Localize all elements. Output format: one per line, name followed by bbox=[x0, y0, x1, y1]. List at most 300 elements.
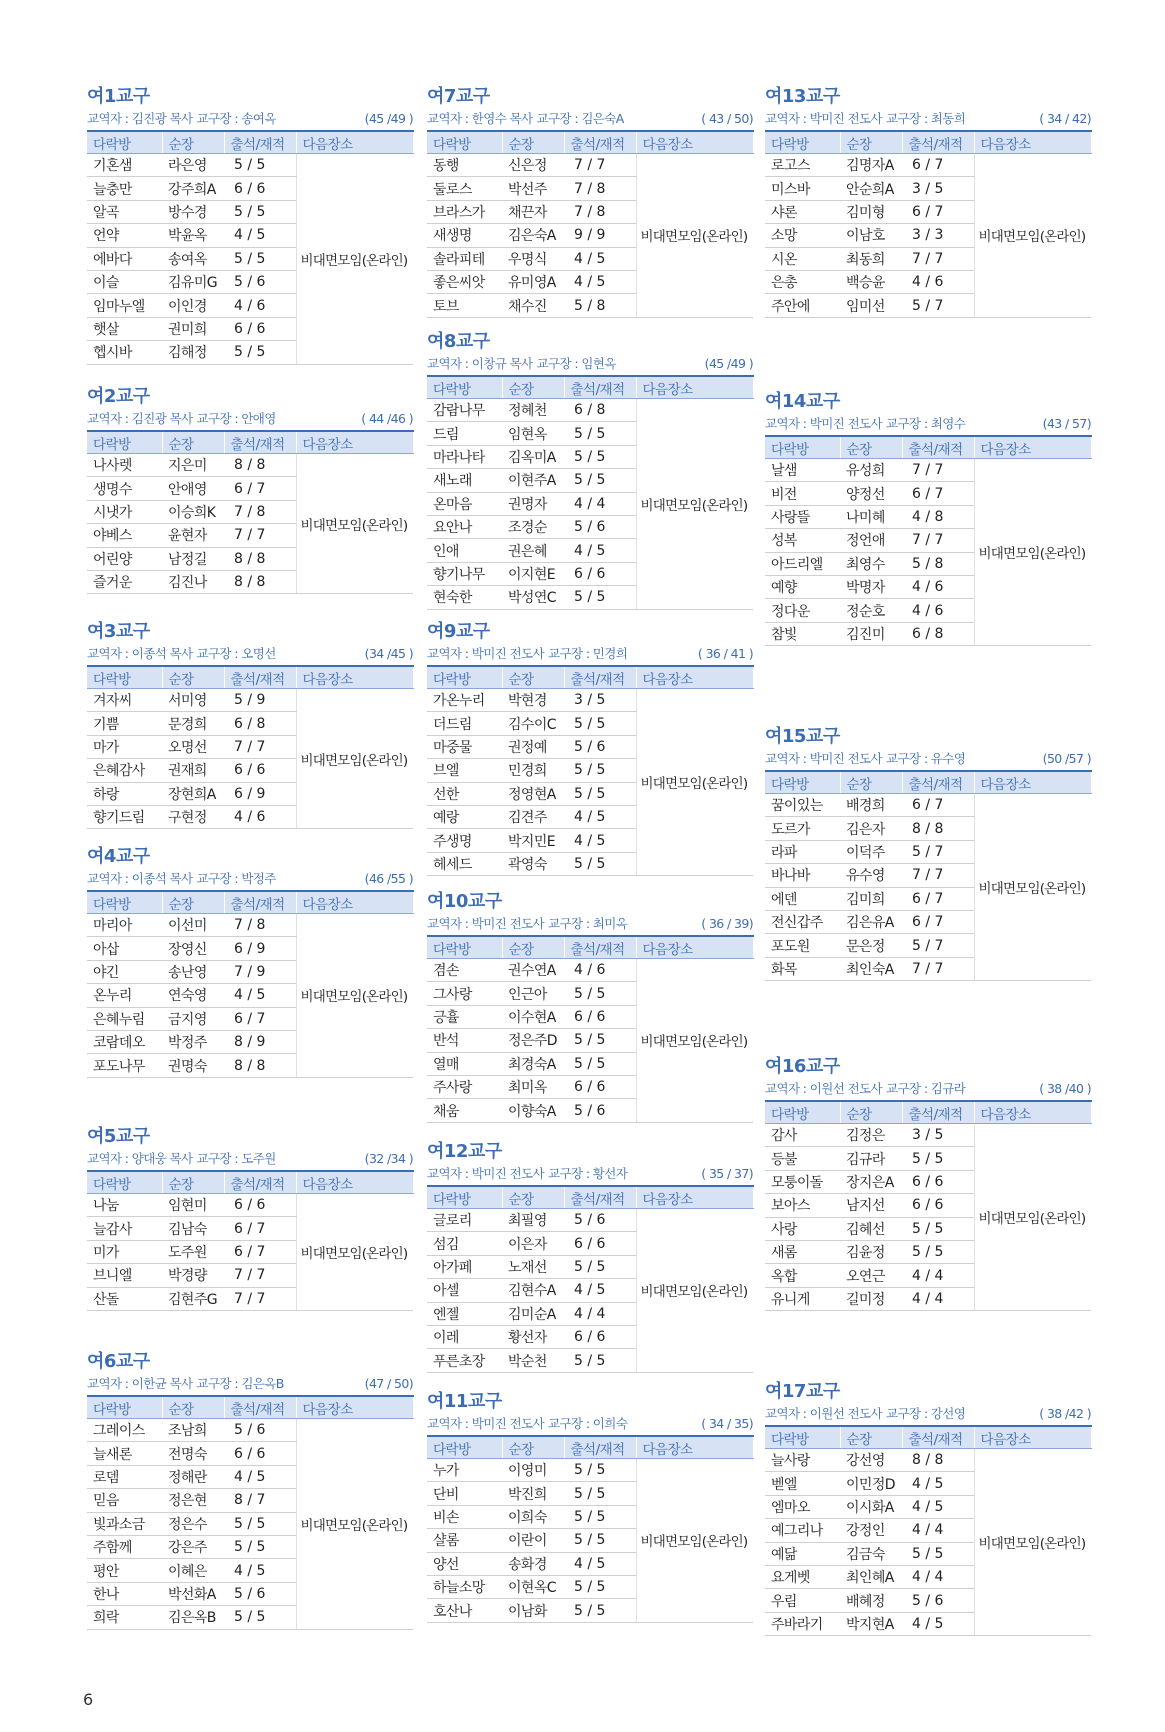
group-name: 늘충만 bbox=[87, 177, 162, 200]
leader-name: 유수영 bbox=[840, 864, 902, 887]
district-head: 교구장 : 송여옥 bbox=[196, 111, 276, 126]
district-title: 여7교구 bbox=[427, 86, 490, 107]
district-info bbox=[87, 870, 413, 888]
leader-name: 김진미 bbox=[840, 622, 902, 645]
attendance-value: 6 / 9 bbox=[224, 937, 296, 960]
attendance-value: 5 / 5 bbox=[564, 422, 636, 445]
leader-name: 송난영 bbox=[162, 960, 224, 983]
group-name: 사랑뜰 bbox=[765, 505, 840, 528]
group-name: 화목 bbox=[765, 957, 840, 980]
header-place: 다음장소 bbox=[636, 666, 753, 689]
leader-name: 김명자A bbox=[840, 154, 902, 177]
group-name: 푸른초장 bbox=[427, 1349, 502, 1372]
district-pastor: 교역자 : 박미진 전도사 bbox=[765, 751, 883, 766]
leader-name: 김미희 bbox=[840, 887, 902, 910]
group-name: 예닮 bbox=[765, 1542, 840, 1565]
district-title: 여16교구 bbox=[765, 1056, 840, 1077]
district-section bbox=[765, 726, 1091, 981]
group-name: 동행 bbox=[427, 154, 502, 177]
attendance-value: 4 / 5 bbox=[224, 1465, 296, 1488]
attendance-value: 6 / 7 bbox=[224, 1007, 296, 1030]
district-info bbox=[87, 110, 413, 128]
group-name: 감람나무 bbox=[427, 399, 502, 422]
group-name: 날샘 bbox=[765, 459, 840, 482]
district-total: (47 / 50) bbox=[364, 1376, 413, 1391]
group-name: 옥합 bbox=[765, 1264, 840, 1287]
group-name: 그사랑 bbox=[427, 982, 502, 1005]
leader-name: 신은정 bbox=[502, 154, 564, 177]
leader-name: 임현미 bbox=[162, 1194, 224, 1217]
header-leader: 순장 bbox=[162, 891, 224, 914]
group-name: 새생명 bbox=[427, 224, 502, 247]
district-title: 여12교구 bbox=[427, 1141, 502, 1162]
district-title: 여15교구 bbox=[765, 726, 840, 747]
group-name: 은총 bbox=[765, 270, 840, 293]
group-name: 아가페 bbox=[427, 1255, 502, 1278]
group-name: 가온누리 bbox=[427, 689, 502, 712]
attendance-value: 6 / 6 bbox=[902, 1170, 974, 1193]
leader-name: 박선주 bbox=[502, 177, 564, 200]
attendance-value: 6 / 6 bbox=[564, 562, 636, 585]
header-group: 다락방 bbox=[427, 1186, 502, 1209]
district-info bbox=[427, 645, 753, 663]
district-section bbox=[87, 621, 413, 829]
leader-name: 채수진 bbox=[502, 294, 564, 317]
district-total: ( 36 / 39) bbox=[701, 916, 753, 931]
leader-name: 권수연A bbox=[502, 959, 564, 982]
leader-name: 배혜정 bbox=[840, 1589, 902, 1612]
group-table bbox=[427, 665, 754, 876]
attendance-value: 8 / 8 bbox=[224, 1054, 296, 1077]
district-head: 교구장 : 김은숙A bbox=[536, 111, 624, 126]
attendance-value: 4 / 4 bbox=[902, 1565, 974, 1588]
header-place: 다음장소 bbox=[636, 936, 753, 959]
leader-name: 최인혜A bbox=[840, 1565, 902, 1588]
attendance-value: 5 / 7 bbox=[902, 840, 974, 863]
leader-name: 이란이 bbox=[502, 1529, 564, 1552]
header-leader: 순장 bbox=[162, 1171, 224, 1194]
district-section bbox=[765, 391, 1091, 646]
group-name: 요안나 bbox=[427, 515, 502, 538]
attendance-value: 4 / 6 bbox=[224, 805, 296, 828]
attendance-value: 6 / 9 bbox=[224, 782, 296, 805]
header-attendance: 출석/재적 bbox=[564, 1436, 636, 1459]
leader-name: 정언애 bbox=[840, 529, 902, 552]
group-name: 토브 bbox=[427, 294, 502, 317]
group-name: 이레 bbox=[427, 1325, 502, 1348]
header-attendance: 출석/재적 bbox=[224, 1396, 296, 1419]
attendance-value: 4 / 4 bbox=[902, 1264, 974, 1287]
leader-name: 박지현A bbox=[840, 1612, 902, 1635]
header-group: 다락방 bbox=[427, 376, 502, 399]
leader-name: 권명숙 bbox=[162, 1054, 224, 1077]
table-row bbox=[765, 1124, 1091, 1147]
attendance-value: 6 / 6 bbox=[224, 177, 296, 200]
attendance-value: 5 / 5 bbox=[224, 1512, 296, 1535]
attendance-value: 3 / 5 bbox=[902, 1124, 974, 1147]
district-pastor: 교역자 : 한영수 목사 bbox=[427, 111, 533, 126]
group-table bbox=[87, 665, 414, 829]
leader-name: 배경희 bbox=[840, 794, 902, 817]
district-pastor: 교역자 : 박미진 전도사 bbox=[427, 1416, 545, 1431]
group-name: 꿈이있는 bbox=[765, 794, 840, 817]
header-place: 다음장소 bbox=[974, 131, 1091, 154]
attendance-value: 4 / 4 bbox=[902, 1519, 974, 1542]
attendance-value: 8 / 7 bbox=[224, 1489, 296, 1512]
next-place: 비대면모임(온라인) bbox=[636, 154, 753, 318]
group-name: 빛과소금 bbox=[87, 1512, 162, 1535]
district-section bbox=[765, 1056, 1091, 1311]
group-name: 늘새론 bbox=[87, 1442, 162, 1465]
table-row bbox=[765, 794, 1091, 817]
attendance-value: 6 / 7 bbox=[902, 794, 974, 817]
leader-name: 김윤정 bbox=[840, 1240, 902, 1263]
district-section bbox=[87, 846, 413, 1078]
attendance-value: 6 / 6 bbox=[224, 317, 296, 340]
table-row bbox=[427, 689, 753, 712]
header-leader: 순장 bbox=[840, 436, 902, 459]
district-head: 교구장 : 유수영 bbox=[886, 751, 966, 766]
header-place: 다음장소 bbox=[636, 131, 753, 154]
attendance-value: 5 / 5 bbox=[564, 586, 636, 609]
leader-name: 박진희 bbox=[502, 1482, 564, 1505]
attendance-value: 5 / 5 bbox=[902, 1217, 974, 1240]
group-table bbox=[427, 1185, 754, 1373]
leader-name: 강주희A bbox=[162, 177, 224, 200]
attendance-value: 6 / 6 bbox=[564, 1075, 636, 1098]
header-group: 다락방 bbox=[765, 131, 840, 154]
attendance-value: 8 / 9 bbox=[224, 1030, 296, 1053]
group-table bbox=[87, 890, 414, 1078]
leader-name: 임미선 bbox=[840, 294, 902, 317]
group-name: 평안 bbox=[87, 1559, 162, 1582]
leader-name: 박정주 bbox=[162, 1030, 224, 1053]
group-table bbox=[87, 1395, 414, 1630]
attendance-value: 7 / 7 bbox=[224, 524, 296, 547]
leader-name: 양정선 bbox=[840, 482, 902, 505]
district-pastor: 교역자 : 이원선 전도사 bbox=[765, 1081, 883, 1096]
table-row bbox=[427, 154, 753, 177]
next-place: 비대면모임(온라인) bbox=[296, 1194, 413, 1311]
leader-name: 임현옥 bbox=[502, 422, 564, 445]
table-row bbox=[427, 399, 753, 422]
attendance-value: 4 / 5 bbox=[902, 1495, 974, 1518]
attendance-value: 5 / 6 bbox=[224, 270, 296, 293]
leader-name: 금지영 bbox=[162, 1007, 224, 1030]
district-title: 여10교구 bbox=[427, 891, 502, 912]
attendance-value: 5 / 6 bbox=[902, 1589, 974, 1612]
district-section bbox=[427, 86, 753, 318]
header-place: 다음장소 bbox=[974, 1426, 1091, 1449]
header-attendance: 출석/재적 bbox=[902, 771, 974, 794]
attendance-value: 4 / 5 bbox=[564, 270, 636, 293]
leader-name: 나미혜 bbox=[840, 505, 902, 528]
group-table bbox=[87, 1170, 414, 1311]
leader-name: 이남화 bbox=[502, 1599, 564, 1622]
attendance-value: 5 / 5 bbox=[224, 1535, 296, 1558]
group-name: 마가 bbox=[87, 735, 162, 758]
attendance-value: 5 / 6 bbox=[564, 735, 636, 758]
header-leader: 순장 bbox=[840, 1101, 902, 1124]
attendance-value: 5 / 5 bbox=[564, 1052, 636, 1075]
group-name: 긍휼 bbox=[427, 1005, 502, 1028]
attendance-value: 5 / 7 bbox=[902, 934, 974, 957]
leader-name: 민경희 bbox=[502, 759, 564, 782]
leader-name: 최인숙A bbox=[840, 957, 902, 980]
leader-name: 안애영 bbox=[162, 477, 224, 500]
group-name: 향기드림 bbox=[87, 805, 162, 828]
leader-name: 김미형 bbox=[840, 200, 902, 223]
leader-name: 장영신 bbox=[162, 937, 224, 960]
attendance-value: 5 / 5 bbox=[564, 1459, 636, 1482]
group-name: 아삽 bbox=[87, 937, 162, 960]
header-attendance: 출석/재적 bbox=[902, 436, 974, 459]
district-title: 여14교구 bbox=[765, 391, 840, 412]
group-name: 햇살 bbox=[87, 317, 162, 340]
table-row bbox=[87, 914, 413, 937]
attendance-value: 6 / 7 bbox=[902, 200, 974, 223]
group-name: 아드리엘 bbox=[765, 552, 840, 575]
group-name: 늘감사 bbox=[87, 1217, 162, 1240]
attendance-value: 5 / 6 bbox=[224, 1582, 296, 1605]
leader-name: 김옥미A bbox=[502, 445, 564, 468]
group-name: 늘사랑 bbox=[765, 1449, 840, 1472]
attendance-value: 4 / 5 bbox=[564, 247, 636, 270]
district-total: ( 34 / 42) bbox=[1039, 111, 1091, 126]
group-name: 정다운 bbox=[765, 599, 840, 622]
leader-name: 강정인 bbox=[840, 1519, 902, 1542]
next-place: 비대면모임(온라인) bbox=[974, 1449, 1091, 1636]
leader-name: 송여옥 bbox=[162, 247, 224, 270]
attendance-value: 7 / 7 bbox=[564, 154, 636, 177]
attendance-value: 6 / 6 bbox=[564, 1232, 636, 1255]
district-pastor: 교역자 : 이종석 목사 bbox=[87, 646, 193, 661]
group-name: 마리아 bbox=[87, 914, 162, 937]
leader-name: 조경순 bbox=[502, 515, 564, 538]
header-place: 다음장소 bbox=[636, 376, 753, 399]
attendance-value: 5 / 5 bbox=[224, 1606, 296, 1629]
leader-name: 김은자 bbox=[840, 817, 902, 840]
group-name: 브니엘 bbox=[87, 1264, 162, 1287]
attendance-value: 6 / 7 bbox=[224, 1240, 296, 1263]
table-row bbox=[87, 689, 413, 712]
leader-name: 이덕주 bbox=[840, 840, 902, 863]
group-name: 비손 bbox=[427, 1505, 502, 1528]
group-table bbox=[427, 375, 754, 610]
group-name: 요게벳 bbox=[765, 1565, 840, 1588]
header-group: 다락방 bbox=[427, 666, 502, 689]
header-group: 다락방 bbox=[427, 131, 502, 154]
header-place: 다음장소 bbox=[296, 131, 413, 154]
group-name: 사랑 bbox=[765, 1217, 840, 1240]
leader-name: 이은자 bbox=[502, 1232, 564, 1255]
attendance-value: 5 / 5 bbox=[902, 1542, 974, 1565]
attendance-value: 6 / 7 bbox=[902, 910, 974, 933]
leader-name: 김은옥B bbox=[162, 1606, 224, 1629]
attendance-value: 8 / 8 bbox=[902, 817, 974, 840]
district-total: ( 34 / 35) bbox=[701, 1416, 753, 1431]
leader-name: 강은주 bbox=[162, 1535, 224, 1558]
district-head: 교구장 : 최미옥 bbox=[548, 916, 628, 931]
attendance-value: 7 / 7 bbox=[902, 864, 974, 887]
group-name: 이슬 bbox=[87, 270, 162, 293]
district-total: ( 36 / 41 ) bbox=[697, 646, 753, 661]
district-section bbox=[87, 1351, 413, 1630]
attendance-value: 4 / 6 bbox=[564, 959, 636, 982]
leader-name: 노재선 bbox=[502, 1255, 564, 1278]
district-total: ( 43 / 50) bbox=[701, 111, 753, 126]
header-place: 다음장소 bbox=[636, 1186, 753, 1209]
group-name: 보아스 bbox=[765, 1194, 840, 1217]
group-name: 성복 bbox=[765, 529, 840, 552]
leader-name: 황선자 bbox=[502, 1325, 564, 1348]
attendance-value: 5 / 6 bbox=[564, 1099, 636, 1122]
leader-name: 김진나 bbox=[162, 570, 224, 593]
next-place: 비대면모임(온라인) bbox=[636, 1209, 753, 1373]
group-name: 로뎀 bbox=[87, 1465, 162, 1488]
district-head: 교구장 : 황선자 bbox=[548, 1166, 628, 1181]
district-section bbox=[427, 621, 753, 876]
leader-name: 이남호 bbox=[840, 224, 902, 247]
district-title: 여4교구 bbox=[87, 846, 150, 867]
leader-name: 서미영 bbox=[162, 689, 224, 712]
district-section bbox=[427, 1141, 753, 1373]
leader-name: 김현주G bbox=[162, 1287, 224, 1310]
group-name: 주사랑 bbox=[427, 1075, 502, 1098]
leader-name: 유성희 bbox=[840, 459, 902, 482]
leader-name: 김남숙 bbox=[162, 1217, 224, 1240]
next-place: 비대면모임(온라인) bbox=[974, 1124, 1091, 1311]
header-leader: 순장 bbox=[840, 131, 902, 154]
district-total: (32 /34 ) bbox=[364, 1151, 413, 1166]
group-name: 믿음 bbox=[87, 1489, 162, 1512]
attendance-value: 5 / 5 bbox=[564, 1349, 636, 1372]
leader-name: 김은유A bbox=[840, 910, 902, 933]
header-attendance: 출석/재적 bbox=[564, 131, 636, 154]
district-head: 교구장 : 박정주 bbox=[196, 871, 276, 886]
district-total: (45 /49 ) bbox=[704, 356, 753, 371]
attendance-value: 5 / 5 bbox=[564, 982, 636, 1005]
leader-name: 김미순A bbox=[502, 1302, 564, 1325]
header-leader: 순장 bbox=[840, 771, 902, 794]
header-group: 다락방 bbox=[87, 666, 162, 689]
leader-name: 박경량 bbox=[162, 1264, 224, 1287]
attendance-value: 5 / 6 bbox=[564, 515, 636, 538]
leader-name: 라은영 bbox=[162, 154, 224, 177]
table-row bbox=[87, 1194, 413, 1217]
group-name: 기쁨 bbox=[87, 712, 162, 735]
attendance-value: 4 / 6 bbox=[902, 575, 974, 598]
district-total: (50 /57 ) bbox=[1042, 751, 1091, 766]
leader-name: 이희숙 bbox=[502, 1505, 564, 1528]
attendance-value: 5 / 5 bbox=[902, 1240, 974, 1263]
group-name: 어린양 bbox=[87, 547, 162, 570]
district-title: 여2교구 bbox=[87, 386, 150, 407]
attendance-value: 6 / 6 bbox=[564, 1005, 636, 1028]
leader-name: 박명자 bbox=[840, 575, 902, 598]
group-name: 희락 bbox=[87, 1606, 162, 1629]
leader-name: 길미정 bbox=[840, 1287, 902, 1310]
group-name: 야긴 bbox=[87, 960, 162, 983]
leader-name: 조남희 bbox=[162, 1419, 224, 1442]
district-info bbox=[87, 1150, 413, 1168]
leader-name: 이현옥C bbox=[502, 1575, 564, 1598]
attendance-value: 5 / 5 bbox=[564, 1482, 636, 1505]
leader-name: 이인경 bbox=[162, 294, 224, 317]
header-leader: 순장 bbox=[502, 666, 564, 689]
leader-name: 이승희K bbox=[162, 500, 224, 523]
district-pastor: 교역자 : 박미진 전도사 bbox=[427, 1166, 545, 1181]
next-place: 비대면모임(온라인) bbox=[636, 689, 753, 876]
next-place: 비대면모임(온라인) bbox=[974, 459, 1091, 646]
header-group: 다락방 bbox=[87, 431, 162, 454]
header-group: 다락방 bbox=[765, 771, 840, 794]
attendance-value: 7 / 7 bbox=[224, 1287, 296, 1310]
leader-name: 지은미 bbox=[162, 454, 224, 477]
group-name: 하랑 bbox=[87, 782, 162, 805]
attendance-value: 4 / 5 bbox=[224, 1559, 296, 1582]
leader-name: 정은주D bbox=[502, 1029, 564, 1052]
attendance-value: 7 / 8 bbox=[564, 177, 636, 200]
group-name: 섬김 bbox=[427, 1232, 502, 1255]
attendance-value: 5 / 6 bbox=[564, 1209, 636, 1232]
district-pastor: 교역자 : 박미진 전도사 bbox=[427, 646, 545, 661]
group-name: 열매 bbox=[427, 1052, 502, 1075]
group-name: 포도원 bbox=[765, 934, 840, 957]
attendance-value: 8 / 8 bbox=[902, 1449, 974, 1472]
leader-name: 이수현A bbox=[502, 1005, 564, 1028]
leader-name: 김유미G bbox=[162, 270, 224, 293]
group-name: 임마누엘 bbox=[87, 294, 162, 317]
header-place: 다음장소 bbox=[974, 771, 1091, 794]
leader-name: 박선화A bbox=[162, 1582, 224, 1605]
group-name: 그레이스 bbox=[87, 1419, 162, 1442]
leader-name: 권은혜 bbox=[502, 539, 564, 562]
group-name: 새노래 bbox=[427, 469, 502, 492]
district-title: 여3교구 bbox=[87, 621, 150, 642]
district-head: 교구장 : 최영수 bbox=[886, 416, 966, 431]
header-place: 다음장소 bbox=[296, 891, 413, 914]
header-group: 다락방 bbox=[87, 1171, 162, 1194]
header-attendance: 출석/재적 bbox=[564, 936, 636, 959]
attendance-value: 6 / 8 bbox=[902, 622, 974, 645]
leader-name: 이민정D bbox=[840, 1472, 902, 1495]
leader-name: 송화경 bbox=[502, 1552, 564, 1575]
header-group: 다락방 bbox=[765, 436, 840, 459]
header-group: 다락방 bbox=[765, 1426, 840, 1449]
attendance-value: 3 / 3 bbox=[902, 224, 974, 247]
district-info bbox=[87, 645, 413, 663]
district-head: 교구장 : 김은옥B bbox=[196, 1376, 284, 1391]
attendance-value: 4 / 5 bbox=[902, 1472, 974, 1495]
group-name: 온마음 bbox=[427, 492, 502, 515]
group-name: 시냇가 bbox=[87, 500, 162, 523]
attendance-value: 5 / 5 bbox=[224, 154, 296, 177]
group-name: 야베스 bbox=[87, 524, 162, 547]
district-section bbox=[765, 86, 1091, 318]
attendance-value: 3 / 5 bbox=[564, 689, 636, 712]
district-head: 교구장 : 임현옥 bbox=[536, 356, 616, 371]
leader-name: 이시화A bbox=[840, 1495, 902, 1518]
group-name: 인애 bbox=[427, 539, 502, 562]
district-pastor: 교역자 : 이창규 목사 bbox=[427, 356, 533, 371]
attendance-value: 4 / 5 bbox=[564, 805, 636, 828]
leader-name: 장현희A bbox=[162, 782, 224, 805]
header-group: 다락방 bbox=[87, 1396, 162, 1419]
leader-name: 구현정 bbox=[162, 805, 224, 828]
group-name: 나눔 bbox=[87, 1194, 162, 1217]
header-leader: 순장 bbox=[502, 376, 564, 399]
